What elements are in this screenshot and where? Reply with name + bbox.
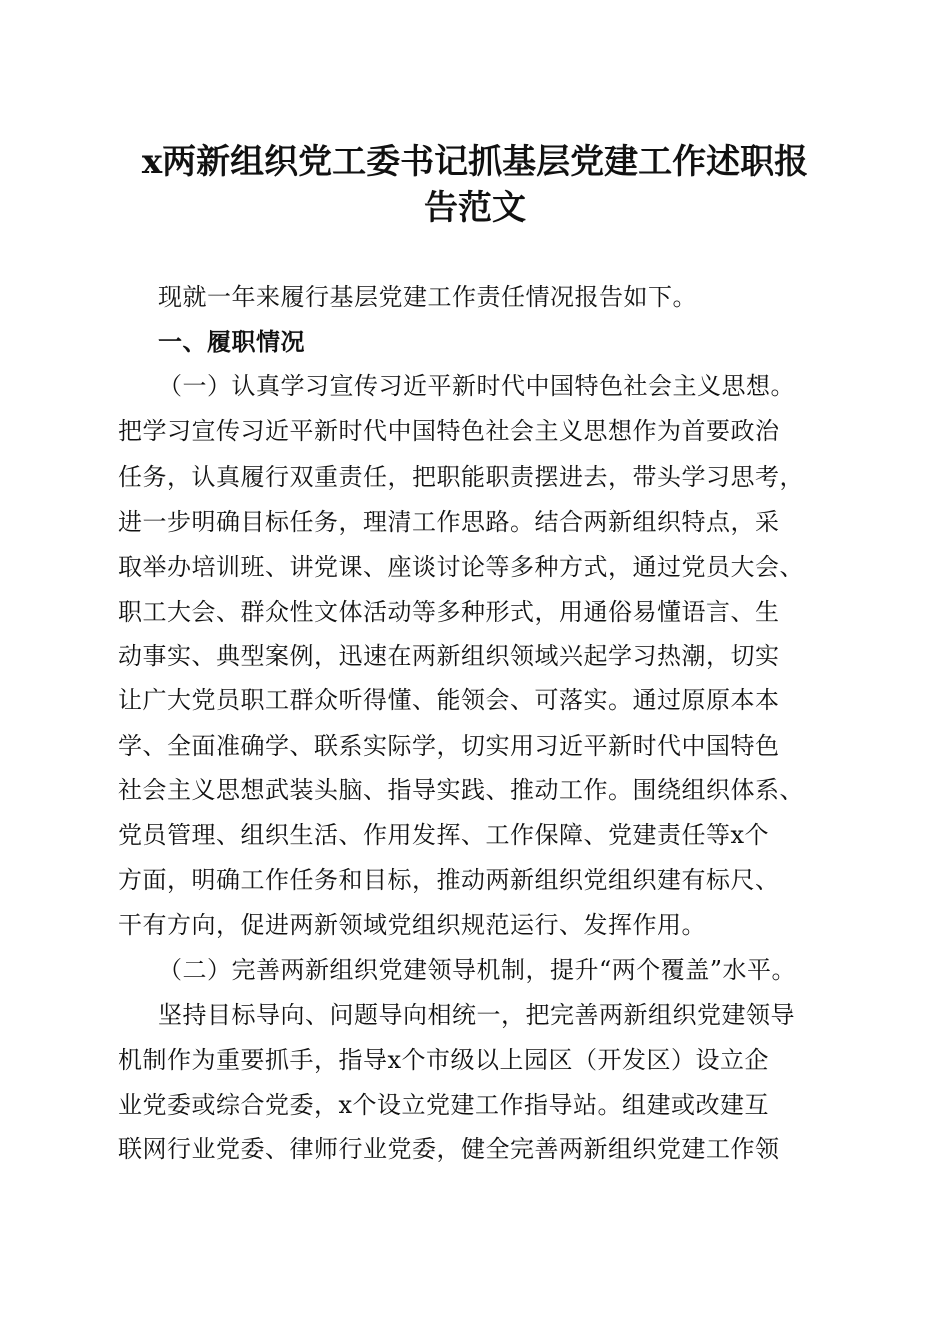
paragraph-1-line-8: 学、全面准确学、联系实际学，切实用习近平新时代中国特色 [118,732,780,760]
paragraph-1-line-12: 干有方向，促进两新领域党组织规范运行、发挥作用。 [118,911,706,939]
paragraph-1-line-5: 职工大会、群众性文体活动等多种形式，用通俗易懂语言、生 [118,598,780,626]
document-title-line-1: x两新组织党工委书记抓基层党建工作述职报 [141,142,809,182]
paragraph-1-line-3: 进一步明确目标任务，理清工作思路。结合两新组织特点，采 [118,508,780,536]
subheading-2: （二）完善两新组织党建领导机制，提升“两个覆盖”水平。 [158,956,797,984]
paragraph-1-line-9: 社会主义思想武装头脑、指导实践、推动工作。围绕组织体系、 [118,776,804,804]
paragraph-1-line-1: 把学习宣传习近平新时代中国特色社会主义思想作为首要政治 [118,417,780,445]
document-title-line-2: 告范文 [424,188,526,228]
paragraph-1-line-7: 让广大党员职工群众听得懂、能领会、可落实。通过原原本本 [118,686,780,714]
subheading-1: （一）认真学习宣传习近平新时代中国特色社会主义思想。 [158,372,795,400]
paragraph-2-line-4: 联网行业党委、律师行业党委，健全完善两新组织党建工作领 [118,1135,780,1163]
paragraph-1-line-2: 任务，认真履行双重责任，把职能职责摆进去，带头学习思考， [118,463,804,491]
section-heading: 一、履职情况 [158,327,305,356]
paragraph-1-line-6: 动事实、典型案例，迅速在两新组织领域兴起学习热潮，切实 [118,642,780,670]
paragraph-1-line-4: 取举办培训班、讲党课、座谈讨论等多种方式，通过党员大会、 [118,553,804,581]
intro-paragraph: 现就一年来履行基层党建工作责任情况报告如下。 [158,283,697,311]
paragraph-2-line-2: 机制作为重要抓手，指导x个市级以上园区（开发区）设立企 [118,1046,770,1074]
paragraph-2-line-3: 业党委或综合党委，x个设立党建工作指导站。组建或改建互 [118,1091,770,1119]
paragraph-1-line-10: 党员管理、组织生活、作用发挥、工作保障、党建责任等x个 [118,821,770,849]
paragraph-1-line-11: 方面，明确工作任务和目标，推动两新组织党组织建有标尺、 [118,866,780,894]
paragraph-2-line-1: 坚持目标导向、问题导向相统一，把完善两新组织党建领导 [158,1001,795,1029]
